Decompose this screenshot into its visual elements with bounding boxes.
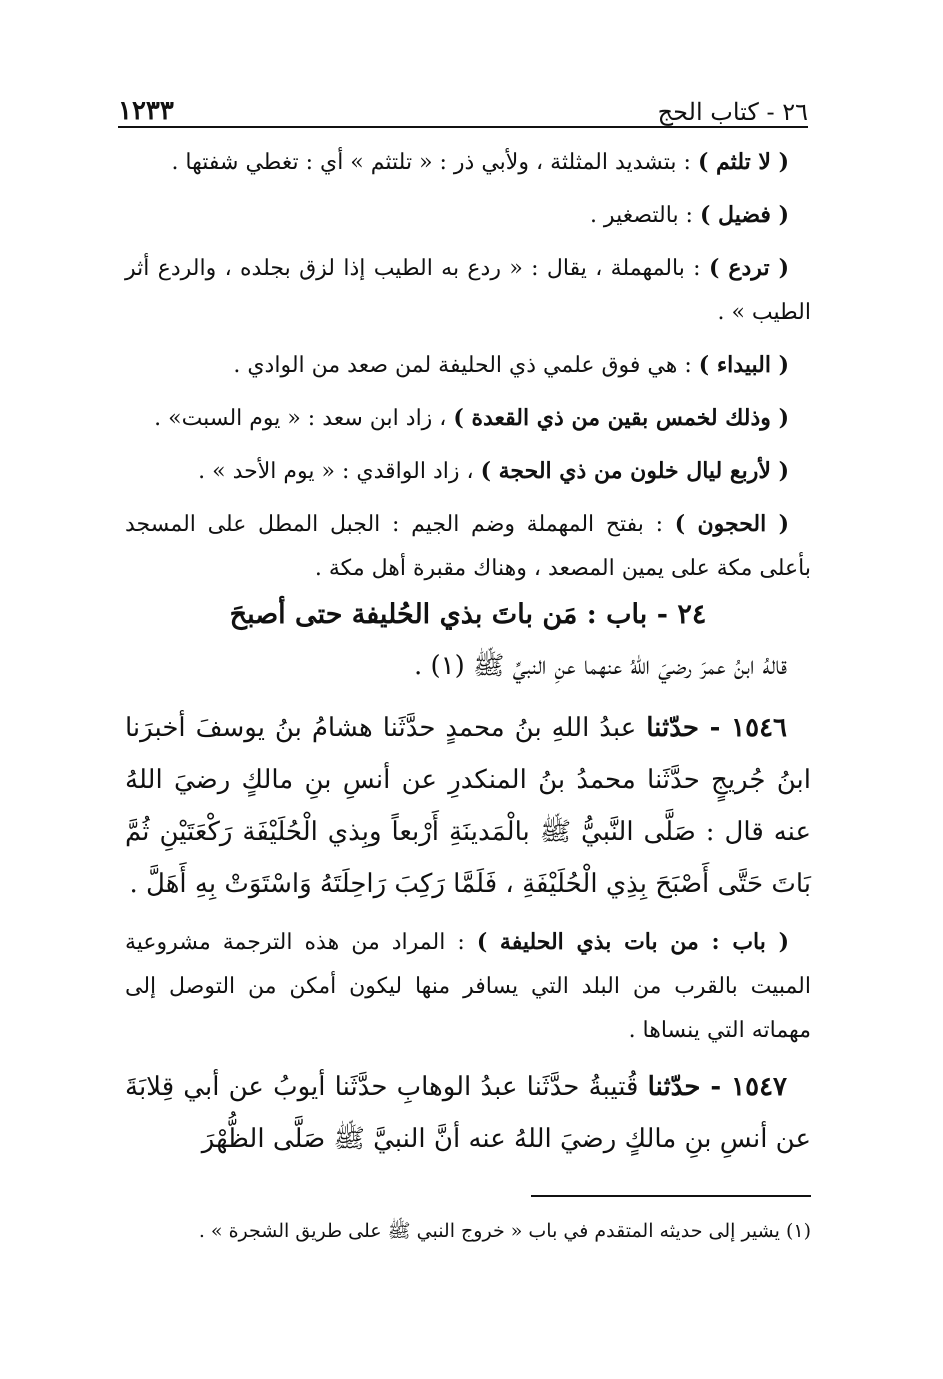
note-paragraph	[125, 502, 811, 591]
note-paragraph	[125, 449, 811, 494]
note-text: : بتشديد المثلثة ، ولأبي ذر : « تلتثم » أي : تغطي شفتها .	[171, 150, 698, 175]
note-paragraph	[125, 343, 811, 388]
footnote: (١) يشير إلى حديثه المتقدم في باب « خروج النبي ﷺ على طريق الشجرة » .	[198, 1220, 811, 1242]
note-paragraph	[125, 396, 811, 441]
note-term: ( الحجون )	[674, 511, 789, 537]
note-term: ( لا تلثم )	[697, 149, 789, 175]
note-term: ( وذلك لخمس بقين من ذي القعدة )	[453, 405, 789, 431]
note-term: ( لأربع ليال خلون من ذي الحجة )	[480, 458, 789, 484]
chapter-title: ٢٦ - كتاب الحج	[657, 98, 808, 126]
page-body	[125, 140, 811, 1265]
note-text: ، زاد الواقدي : « يوم الأحد » .	[198, 459, 481, 484]
note-text: : هي فوق علمي ذي الحليفة لمن صعد من الوادي .	[233, 353, 699, 378]
footnote-separator	[531, 1195, 811, 1197]
note-text: : بفتح المهملة وضم الجيم : الجبل المطل على المسجد بأعلى مكة على يمين المصعد ، وهناك مقبرة أهل مكة .	[125, 512, 811, 581]
hadith-text: عبدُ اللهِ بنُ محمدٍ حدَّثَنا هشامُ بنُ يوسفَ أخبرَنا ابنُ جُريجٍ حدَّثَنا محمدُ بنُ المنكدرِ عن أنسِ بنِ مالكٍ رضيَ اللهُ عنه قال : صَلَّى النَّبيُّ ﷺ بالْمَدينَةِ أَرْبعاً وبِذي الْحُلَيْفَة رَكْعَتَيْنِ ثُمَّ بَاتَ حَتَّى أَصْبَحَ بِذِي الْحُلَيْفَةِ ، فَلَمَّا رَكِبَ رَاحِلَتَهُ وَاسْتَوَتْ بِهِ أَهَلَّ .	[125, 713, 811, 899]
note-paragraph	[125, 246, 811, 335]
running-header	[118, 86, 808, 128]
note-text: ، زاد ابن سعد : « يوم السبت» .	[154, 406, 454, 431]
note-text: : بالتصغير .	[589, 203, 700, 228]
chapter-intro: قالهُ ابنُ عمرَ رضيَ اللهُ عنهما عنِ النبيِّ ﷺ (١) .	[413, 651, 787, 681]
hadith-1547	[125, 1061, 811, 1165]
note-paragraph	[125, 193, 811, 238]
hadith-1546	[125, 702, 811, 910]
note-term: ( باب : من بات بذي الحليفة )	[476, 929, 789, 955]
note-paragraph	[125, 140, 811, 185]
note-term: ( البيداء )	[698, 352, 789, 378]
note-text: : المراد من هذه الترجمة مشروعية المبيت بالقرب من البلد التي يسافر منها ليكون أمكن من التوصل إلى مهماته التي ينساها .	[125, 930, 811, 1043]
chapter-heading: ٢٤ - باب : مَن باتَ بذي الحُليفة حتى أصبحَ	[229, 599, 707, 630]
page-number: ١٢٣٣	[118, 96, 174, 126]
note-paragraph	[125, 920, 811, 1053]
hadith-number: ١٥٤٦ - حدّثنا	[646, 713, 787, 743]
note-term: ( فضيل )	[699, 202, 789, 228]
note-text: : بالمهملة ، يقال : « ردع به الطيب إذا لزق بجلده ، والردع أثر الطيب » .	[125, 256, 811, 325]
hadith-text: قُتيبةُ حدَّثَنا عبدُ الوهابِ حدَّثَنا أيوبُ عن أبي قِلابَةَ عن أنسِ بنِ مالكٍ رضيَ اللهُ عنه أنَّ النبيَّ ﷺ صَلَّى الظُّهْرَ	[125, 1072, 811, 1154]
note-term: ( تردع )	[708, 255, 789, 281]
hadith-number: ١٥٤٧ - حدّثنا	[647, 1072, 787, 1102]
